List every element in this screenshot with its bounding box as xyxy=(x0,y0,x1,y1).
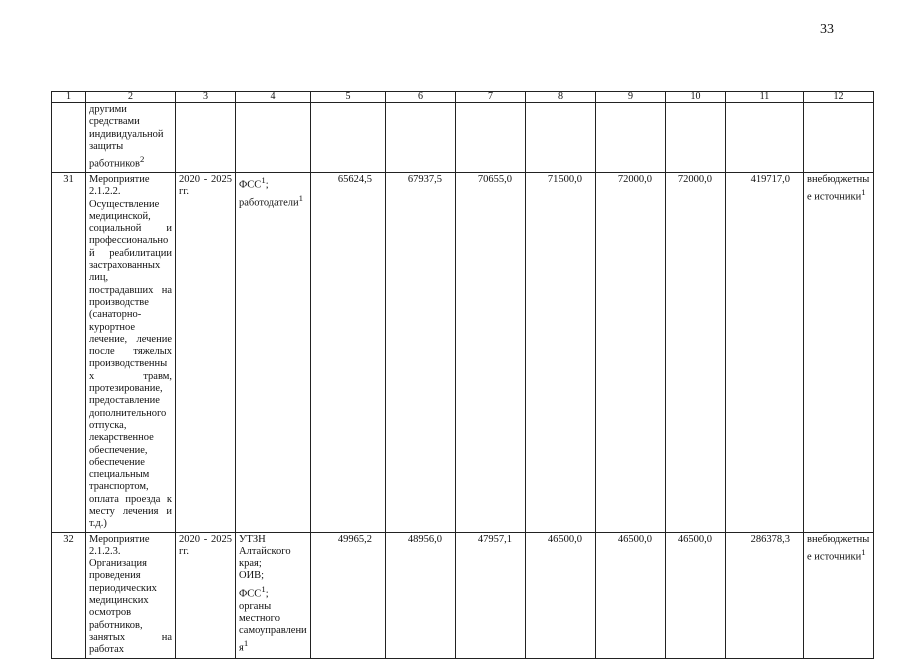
continued-description: другими средствами индивидуальной защиты работников$^2$ xyxy=(86,103,176,173)
executors: УТЗН Алтайского края; ОИВ; ФСС$^1$; органы местного самоуправления$^1$ xyxy=(236,532,311,658)
header-col: 8 xyxy=(526,92,596,103)
header-col: 12 xyxy=(804,92,874,103)
header-col: 2 xyxy=(86,92,176,103)
period: 2020 - 2025 гг. xyxy=(176,532,236,658)
header-col: 1 xyxy=(52,92,86,103)
value-2022: 47957,1 xyxy=(456,532,526,658)
value-2025: 46500,0 xyxy=(666,532,726,658)
row-number: 31 xyxy=(52,172,86,532)
page-number: 33 xyxy=(820,22,834,37)
value-2023: 46500,0 xyxy=(526,532,596,658)
measure-description: Мероприятие 2.1.2.2. Осуществление медицинской, социальной и профессиональной реабилитации застрахованных лиц, пострадавших на производстве (санаторно-курортное лечение, лечение после тяжелых производственных травм, протезирование, предоставление дополнительного отпуска, лекарственное обеспечение, обеспечение специальным транспортом, оплата проезда к месту лечения и т.д.) xyxy=(86,172,176,532)
continued-row xyxy=(52,103,874,173)
executors: ФСС$^1$; работодатели$^1$ xyxy=(236,172,311,532)
period: 2020 - 2025 гг. xyxy=(176,172,236,532)
row-number: 32 xyxy=(52,532,86,658)
header-col: 3 xyxy=(176,92,236,103)
header-col: 5 xyxy=(311,92,386,103)
value-2025: 72000,0 xyxy=(666,172,726,532)
header-col: 10 xyxy=(666,92,726,103)
funding-source: внебюджетные источники$^1$ xyxy=(804,532,874,658)
value-2020: 65624,5 xyxy=(311,172,386,532)
value-2023: 71500,0 xyxy=(526,172,596,532)
value-total: 419717,0 xyxy=(726,172,804,532)
value-2021: 48956,0 xyxy=(386,532,456,658)
value-2020: 49965,2 xyxy=(311,532,386,658)
header-col: 4 xyxy=(236,92,311,103)
funding-source: внебюджетные источники$^1$ xyxy=(804,172,874,532)
table-row xyxy=(52,172,874,532)
table-row xyxy=(52,532,874,658)
header-col: 6 xyxy=(386,92,456,103)
value-2022: 70655,0 xyxy=(456,172,526,532)
header-col: 9 xyxy=(596,92,666,103)
header-row xyxy=(52,92,874,103)
measure-description: Мероприятие 2.1.2.3. Организация проведения периодических медицинских осмотров работников, занятых на работах xyxy=(86,532,176,658)
header-col: 7 xyxy=(456,92,526,103)
header-col: 11 xyxy=(726,92,804,103)
program-table xyxy=(51,91,874,659)
value-2021: 67937,5 xyxy=(386,172,456,532)
value-total: 286378,3 xyxy=(726,532,804,658)
value-2024: 72000,0 xyxy=(596,172,666,532)
value-2024: 46500,0 xyxy=(596,532,666,658)
